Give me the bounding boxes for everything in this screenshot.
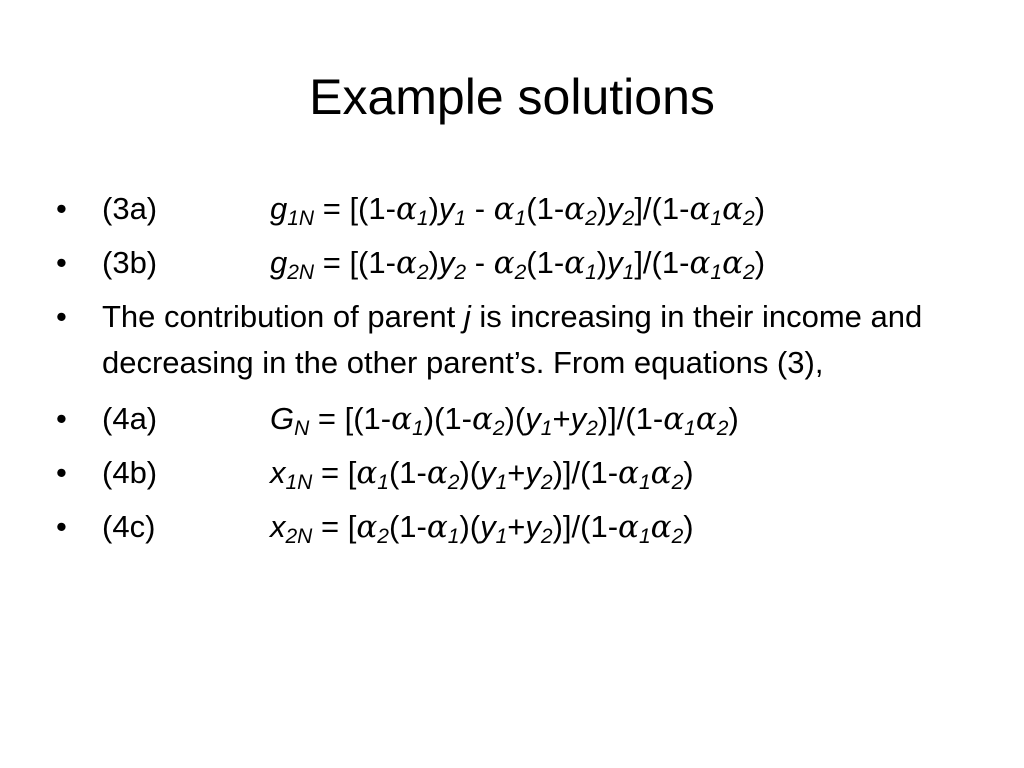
list-item	[56, 240, 976, 286]
bullet-icon: •	[56, 509, 67, 544]
list-item	[56, 504, 976, 550]
bullet-icon: •	[56, 299, 67, 334]
slide-title: Example solutions	[309, 69, 715, 125]
equation-label: (3b)	[102, 245, 158, 280]
bullet-icon: •	[56, 401, 67, 436]
equation-label: (4c)	[102, 509, 156, 544]
equation-3b: $g_{2N} = [(1-\alpha_2)y_2 - \alpha_2(1-\alpha_1)y_1]/(1-\alpha_1\alpha_2)$	[270, 245, 766, 284]
bullet-icon: •	[56, 191, 67, 226]
bullet-icon: •	[56, 245, 67, 280]
equation-4b: $x_{1N} = [\alpha_1(1-\alpha_2)(y_1+y_2)]/(1-\alpha_1\alpha_2)$	[270, 455, 694, 494]
list-item	[56, 396, 976, 442]
equation-label: (4a)	[102, 401, 158, 436]
equation-4c: $x_{2N} = [\alpha_2(1-\alpha_1)(y_1+y_2)]/(1-\alpha_1\alpha_2)$	[270, 509, 694, 548]
contribution-text: The contribution of parent j is increasing in their income and decreasing in the other parent’s. From equations (3),	[102, 299, 923, 380]
equation-4a: $G_N = [(1-\alpha_1)(1-\alpha_2)(y_1+y_2)]/(1-\alpha_1\alpha_2)$	[270, 401, 739, 440]
bullet-icon: •	[56, 455, 67, 490]
bullet-list	[56, 186, 976, 558]
list-item	[56, 294, 976, 386]
equation-label: (4b)	[102, 455, 158, 490]
list-item	[56, 186, 976, 232]
equation-label: (3a)	[102, 191, 158, 226]
list-item	[56, 450, 976, 496]
equation-3a: $g_{1N} = [(1-\alpha_1)y_1 - \alpha_1(1-\alpha_2)y_2]/(1-\alpha_1\alpha_2)$	[270, 191, 766, 230]
